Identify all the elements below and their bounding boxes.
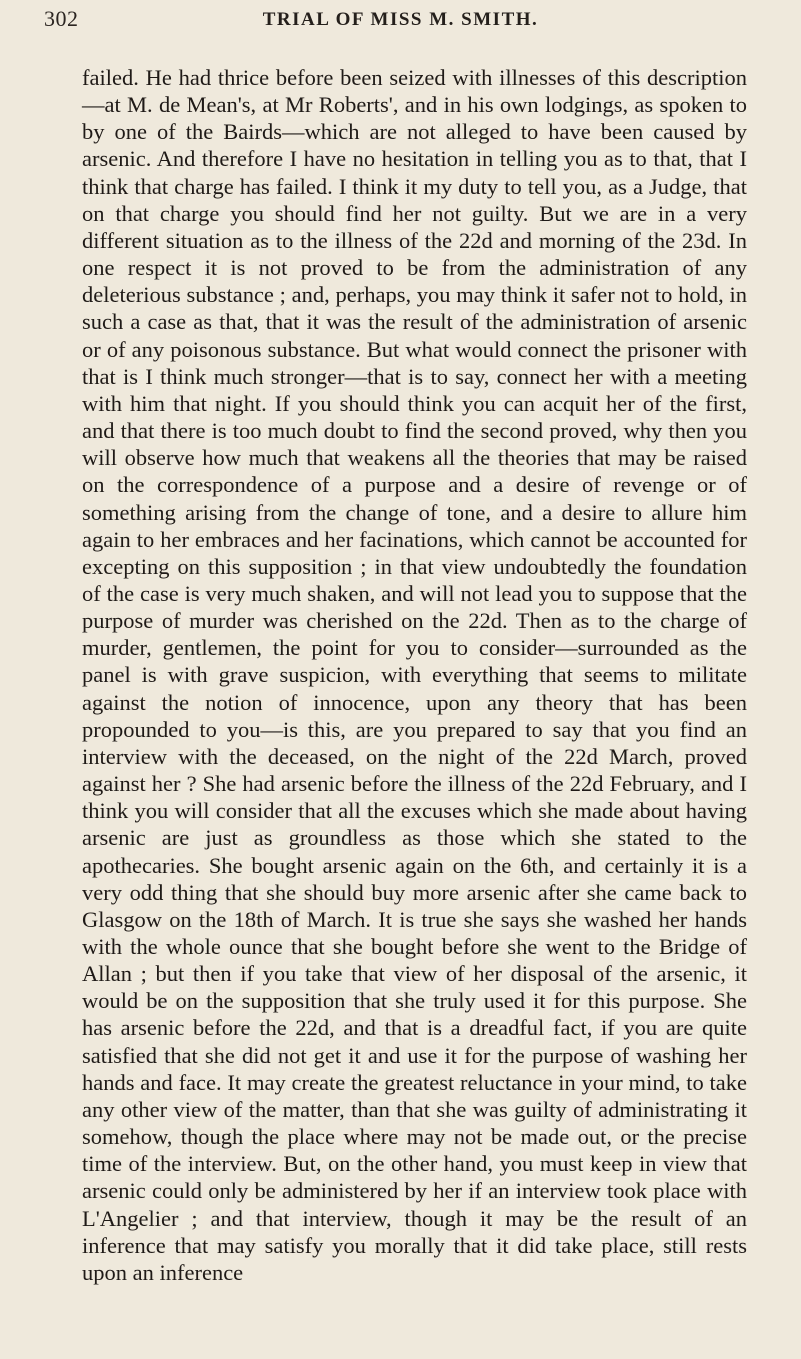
page-number: 302 xyxy=(44,6,79,31)
page-header xyxy=(0,6,801,36)
running-head: TRIAL OF MISS M. SMITH. xyxy=(262,9,539,30)
body-paragraph: failed. He had thrice before been seized with illnesses of this description—at M. de Mean's, at Mr Roberts', and in his own lodgings, as spoken to by one of the Bairds—which are not alleged to have been caused by arsenic. And therefore I have no hesitation in telling you as to that, that I think that charge has failed. I think it my duty to tell you, as a Judge, that on that charge you should find her not guilty. But we are in a very different situation as to the illness of the 22d and morning of the 23d. In one respect it is not proved to be from the administration of any deleterious substance ; and, perhaps, you may think it safer not to hold, in such a case as that, that it was the result of the administration of arsenic or of any poisonous substance. But what would connect the prisoner with that is I think much stronger—that is to say, connect her with a meeting with him that night. If you should think you can acquit her of the first, and that there is too much doubt to find the second proved, why then you will observe how much that weakens all the theories that may be raised on the correspondence of a purpose and a desire of revenge or of something arising from the change of tone, and a desire to allure him again to her embraces and her facinations, which cannot be accounted for excepting on this supposition ; in that view undoubtedly the foundation of the case is very much shaken, and will not lead you to suppose that the purpose of murder was cherished on the 22d. Then as to the charge of murder, gentlemen, the point for you to consider—surrounded as the panel is with grave suspicion, with everything that seems to militate against the notion of innocence, upon any theory that has been propounded to you—is this, are you prepared to say that you find an interview with the deceased, on the night of the 22d March, proved against her ? She had arsenic before the illness of the 22d February, and I think you will consider that all the excuses which she made about having arsenic are just as groundless as those which she stated to the apothecaries. She bought arsenic again on the 6th, and certainly it is a very odd thing that she should buy more arsenic after she came back to Glasgow on the 18th of March. It is true she says she washed her hands with the whole ounce that she bought before she went to the Bridge of Allan ; but then if you take that view of her disposal of the arsenic, it would be on the supposition that she truly used it for this purpose. She has arsenic before the 22d, and that is a dreadful fact, if you are quite satisfied that she did not get it and use it for the purpose of washing her hands and face. It may create the greatest reluctance in your mind, to take any other view of the matter, than that she was guilty of administrating it somehow, though the place where may not be made out, or the precise time of the interview. But, on the other hand, you must keep in view that arsenic could only be administered by her if an interview took place with L'Angelier ; and that interview, though it may be the result of an inference that may satisfy you morally that it did take place, still rests upon an inference xyxy=(82,65,747,1285)
